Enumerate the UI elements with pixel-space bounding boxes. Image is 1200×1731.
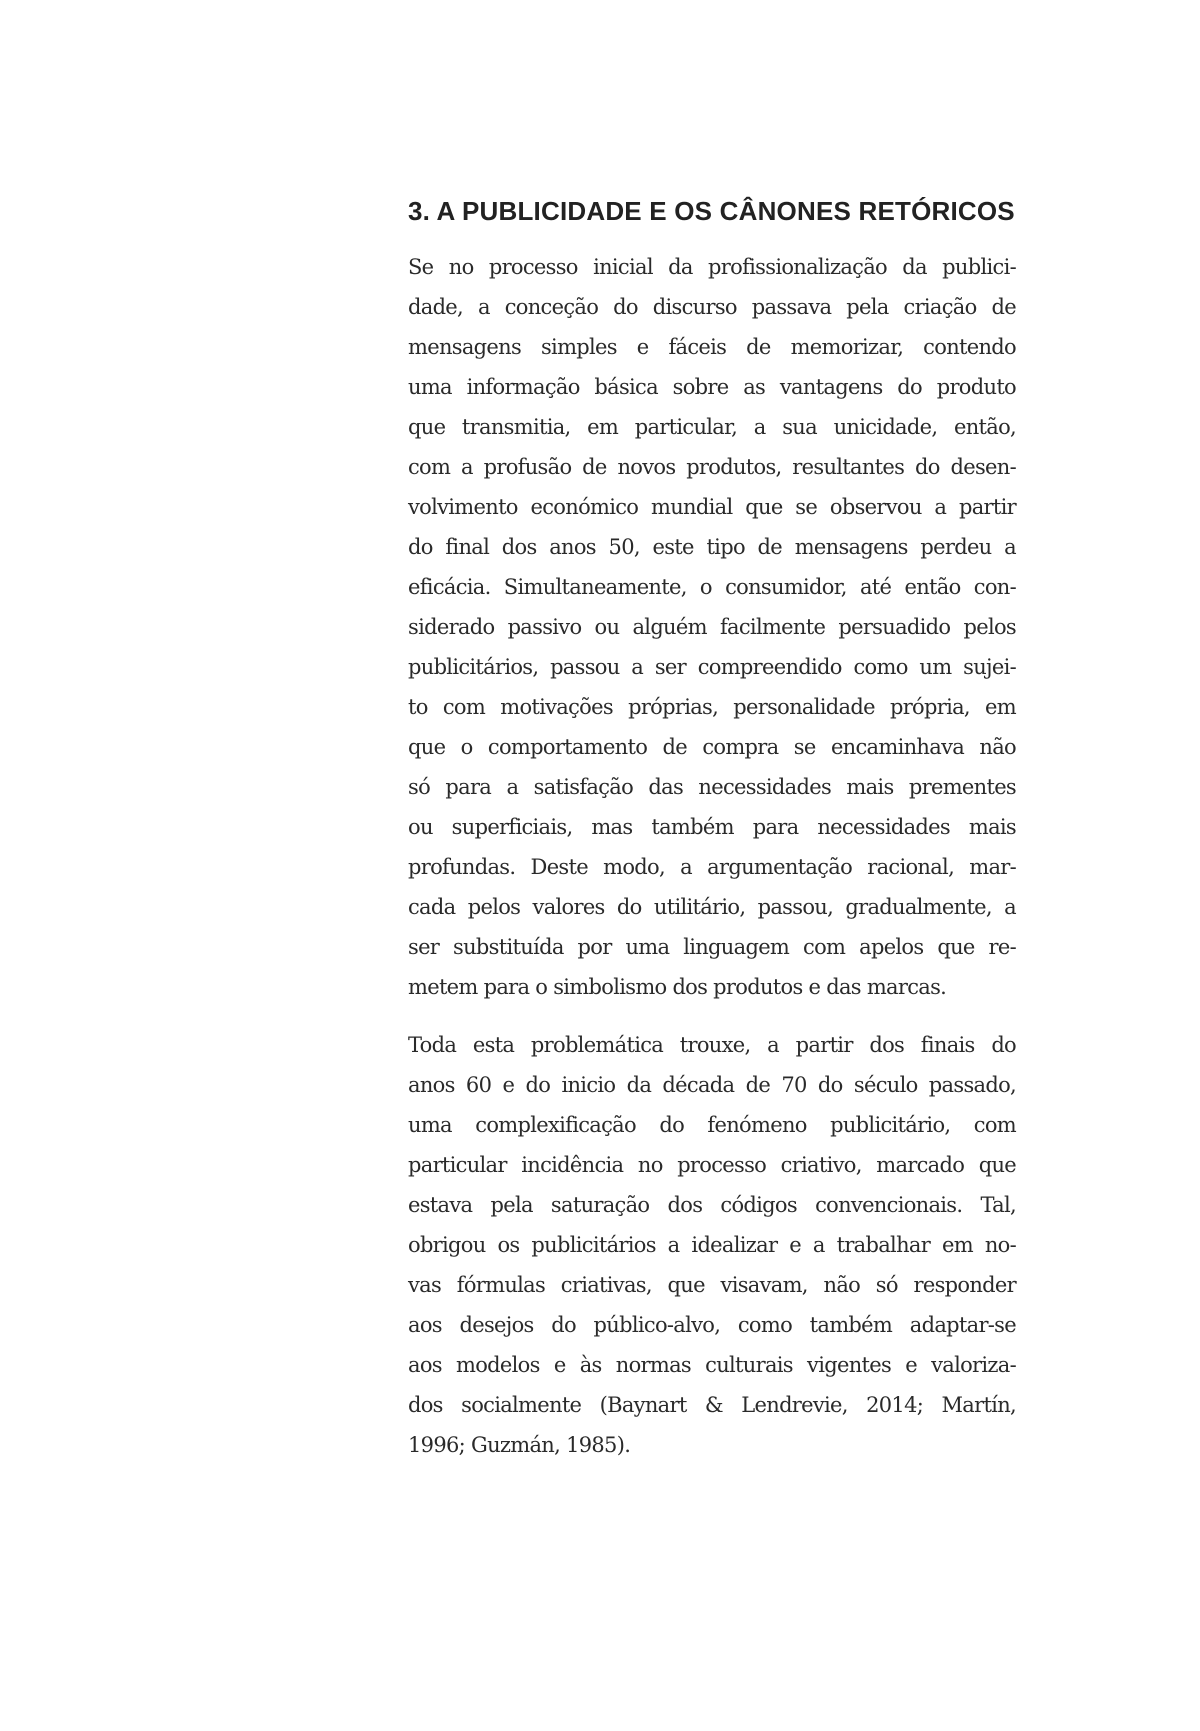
text-line: uma complexificação do fenómeno publicitário, com [408,1113,1016,1137]
text-line: to com motivações próprias, personalidade própria, em [408,695,1016,719]
text-line: dade, a conceção do discurso passava pela criação de [408,295,1016,319]
text-line: ou superficiais, mas também para necessidades mais [408,815,1016,839]
text-line: só para a satisfação das necessidades mais prementes [408,775,1016,799]
text-line: uma informação básica sobre as vantagens do produto [408,375,1016,399]
text-line: dos socialmente (Baynart & Lendrevie, 2014; Martín, [408,1393,1016,1417]
paragraph-1 [408,247,1016,1007]
text-line: cada pelos valores do utilitário, passou, gradualmente, a [408,895,1016,919]
text-line: volvimento económico mundial que se observou a partir [408,495,1016,519]
text-line: particular incidência no processo criativo, marcado que [408,1153,1016,1177]
text-line: que o comportamento de compra se encaminhava não [408,735,1016,759]
text-line: profundas. Deste modo, a argumentação racional, mar- [408,855,1016,879]
text-line: ser substituída por uma linguagem com apelos que re- [408,935,1016,959]
text-line: que transmitia, em particular, a sua unicidade, então, [408,415,1016,439]
text-line: Toda esta problemática trouxe, a partir dos finais do [408,1033,1016,1057]
text-line: eficácia. Simultaneamente, o consumidor, até então con- [408,575,1016,599]
text-line: 1996; Guzmán, 1985). [408,1433,631,1457]
section-content [408,193,1016,1465]
text-line: siderado passivo ou alguém facilmente persuadido pelos [408,615,1016,639]
text-line: com a profusão de novos produtos, resultantes do desen- [408,455,1016,479]
text-line: do final dos anos 50, este tipo de mensagens perdeu a [408,535,1016,559]
text-line: mensagens simples e fáceis de memorizar, contendo [408,335,1016,359]
section-heading: 3. A PUBLICIDADE E OS CÂNONES RETÓRICOS [408,196,1015,226]
text-line: Se no processo inicial da profissionalização da publici- [408,255,1016,279]
text-line: vas fórmulas criativas, que visavam, não só responder [408,1273,1016,1297]
paragraph-2 [408,1025,1016,1465]
text-line: aos desejos do público-alvo, como também adaptar-se [408,1313,1016,1337]
text-line: obrigou os publicitários a idealizar e a trabalhar em no- [408,1233,1016,1257]
text-line: aos modelos e às normas culturais vigentes e valoriza- [408,1353,1016,1377]
text-line: publicitários, passou a ser compreendido como um sujei- [408,655,1016,679]
text-line: estava pela saturação dos códigos convencionais. Tal, [408,1193,1016,1217]
text-line: metem para o simbolismo dos produtos e das marcas. [408,975,947,999]
text-line: anos 60 e do inicio da década de 70 do século passado, [408,1073,1016,1097]
